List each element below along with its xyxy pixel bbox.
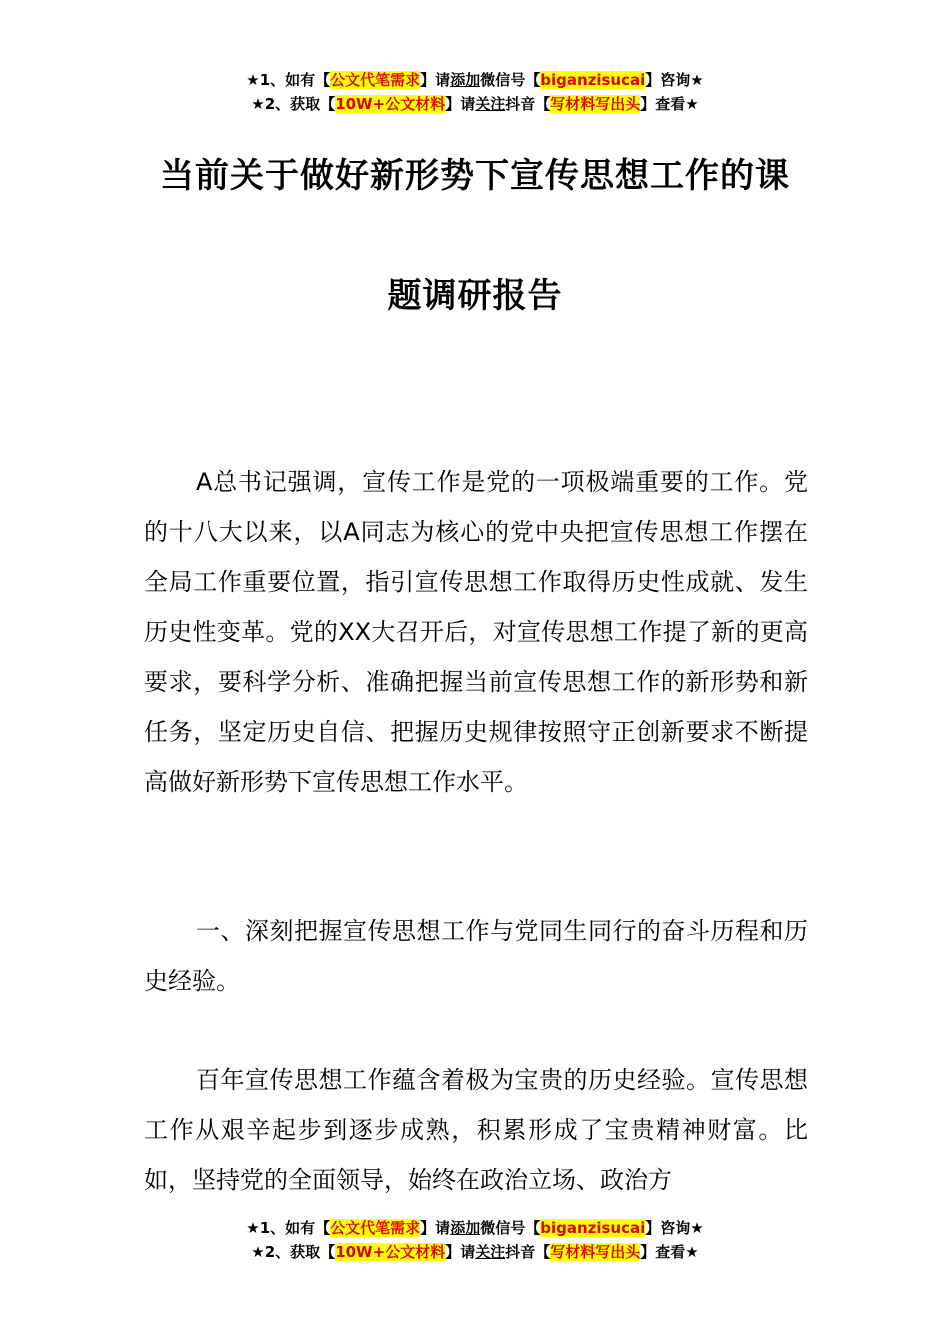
banner-text: 】请 <box>420 1219 451 1237</box>
banner-text: 抖音【 <box>505 95 551 113</box>
banner-line-1 <box>0 68 950 92</box>
banner-underlined-word: 关注 <box>475 95 506 113</box>
banner-text: ★1、如有【 <box>246 71 331 89</box>
document-title-line-2: 题调研报告 <box>387 276 563 316</box>
paragraph-history: 百年宣传思想工作蕴含着极为宝贵的历史经验。宣传思想工作从艰辛起步到逐步成熟，积累形成了宝贵精神财富。比如，坚持党的全面领导，始终在政治立场、政治方 <box>144 1066 808 1194</box>
banner-text: 】请 <box>445 1243 476 1261</box>
highlight-service: 公文代笔需求 <box>330 1219 421 1237</box>
banner-text: ★1、如有【 <box>246 1219 331 1237</box>
banner-text: 】咨询★ <box>645 71 704 89</box>
highlight-service: 公文代笔需求 <box>330 71 421 89</box>
banner-text: 】请 <box>420 71 451 89</box>
highlight-wechat-id: biganzisucai <box>540 1219 646 1237</box>
banner-line-2 <box>0 92 950 116</box>
banner-text: 】请 <box>445 95 476 113</box>
banner-underlined-word: 关注 <box>475 1243 506 1261</box>
banner-text: ★2、获取【 <box>251 95 336 113</box>
footer-banner <box>0 1216 950 1264</box>
banner-line-2 <box>0 1240 950 1264</box>
banner-text: 】查看★ <box>640 95 699 113</box>
highlight-douyin-account: 写材料写出头 <box>550 95 641 113</box>
banner-text: ★2、获取【 <box>251 1243 336 1261</box>
document-title-line-1: 当前关于做好新形势下宣传思想工作的课 <box>160 156 790 196</box>
highlight-wechat-id: biganzisucai <box>540 71 646 89</box>
paragraph-intro: A总书记强调，宣传工作是党的一项极端重要的工作。党的十八大以来，以A同志为核心的党中央把宣传思想工作摆在全局工作重要位置，指引宣传思想工作取得历史性成就、发生历史性变革。党的XX大召开后，对宣传思想工作提了新的更高要求，要科学分析、准确把握当前宣传思想工作的新形势和新任务，坚定历史自信、把握历史规律按照守正创新要求不断提高做好新形势下宣传思想工作水平。 <box>144 468 808 796</box>
banner-text: 微信号【 <box>480 1219 541 1237</box>
banner-text: 抖音【 <box>505 1243 551 1261</box>
banner-text: 微信号【 <box>480 71 541 89</box>
banner-text: 】查看★ <box>640 1243 699 1261</box>
highlight-materials: 10W+公文材料 <box>335 1243 446 1261</box>
highlight-materials: 10W+公文材料 <box>335 95 446 113</box>
banner-text: 】咨询★ <box>645 1219 704 1237</box>
banner-underlined-word: 添加 <box>450 71 481 89</box>
banner-line-1 <box>0 1216 950 1240</box>
banner-underlined-word: 添加 <box>450 1219 481 1237</box>
header-banner <box>0 68 950 116</box>
section-heading-1: 一、深刻把握宣传思想工作与党同生同行的奋斗历程和历史经验。 <box>144 917 808 995</box>
highlight-douyin-account: 写材料写出头 <box>550 1243 641 1261</box>
